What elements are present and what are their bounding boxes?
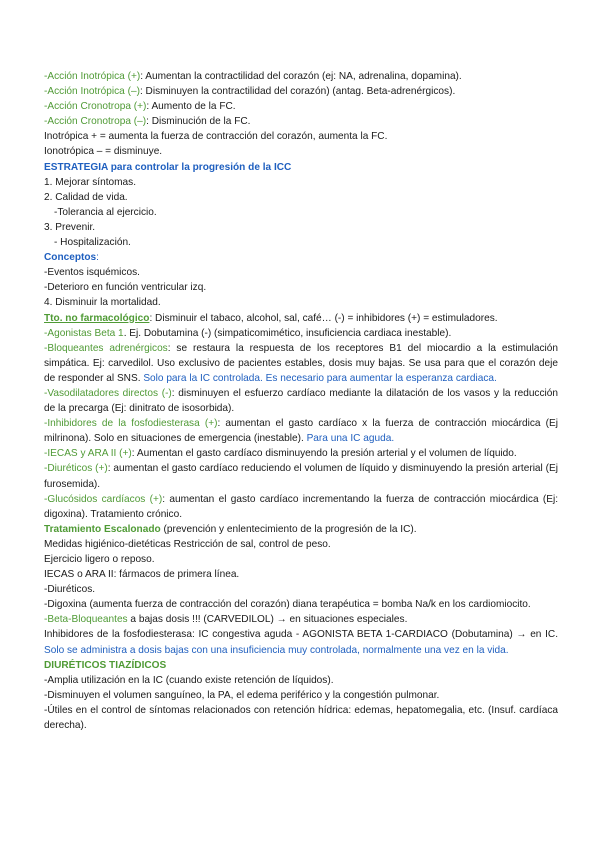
vasodilators-paragraph: -Vasodilatadores directos (-): disminuyen el esfuerzo cardíaco mediante la dilatación de los vasos y la reducción de la precarga (Ej: dinitrato de isosorbida).: [44, 387, 558, 415]
stepped-treatment-line: Tratamiento Escalonado (prevención y enlentecimiento de la progresión de la IC).: [44, 523, 417, 535]
strategy-heading: ESTRATEGIA para controlar la progresión de la ICC: [44, 161, 292, 173]
glycosides-paragraph: -Glucósidos cardíacos (+): aumentan el gasto cardíaco incrementando la fuerza de contracción miocárdica (Ej: digoxina). Tratamiento crónico.: [44, 493, 559, 520]
inotropic-definition: Inotrópica + = aumenta la fuerza de contracción del corazón, aumenta la FC.: [44, 131, 388, 143]
concepts-heading: Conceptos:: [44, 252, 99, 264]
list-item: Ejercicio ligero o reposo.: [44, 554, 155, 565]
pde-inhibitors-paragraph: Inhibidores de la fosfodiesterasa: IC congestiva aguda - AGONISTA BETA 1-CARDIACO (Dobutamina) → en IC. Solo se administra a dosis bajas con una insuficiencia muy controlada, normalmente una vez en la vida.: [44, 629, 558, 656]
diuretics-paragraph: -Diuréticos (+): aumentan el gasto cardíaco reduciendo el volumen de líquido y disminuyendo la presión arterial (Ej furosemida).: [44, 463, 558, 490]
phosphodiesterase-paragraph: -Inhibidores de la fosfodiesterasa (+): aumentan el gasto cardíaco x la fuerza de contracción miocárdica (Ej milrinona). Solo en situaciones de emergencia (inestable). Para una IC aguda.: [44, 418, 558, 445]
list-item: 1. Mejorar síntomas.: [44, 176, 136, 188]
chronotropic-negative-line: -Acción Cronotropa (–): Disminución de la FC.: [44, 116, 251, 128]
chronotropic-positive-line: -Acción Cronotropa (+): Aumento de la FC.: [44, 101, 236, 113]
thiazide-heading: DIURÉTICOS TIAZÍDICOS: [44, 659, 167, 671]
list-item: -Deterioro en función ventricular izq.: [44, 282, 207, 294]
list-item: 4. Disminuir la mortalidad.: [44, 297, 161, 309]
ionotropic-definition: Ionotrópica – = disminuye.: [44, 146, 163, 158]
non-pharmacological-line: Tto. no farmacológico: Disminuir el tabaco, alcohol, sal, café… (-) = inhibidores (+) = estimuladores.: [44, 312, 498, 324]
digoxin-paragraph: -Digoxina (aumenta fuerza de contracción del corazón) diana terapéutica = bomba Na/k en los cardiomiocito.: [44, 599, 531, 611]
inotropic-positive-line: -Acción Inotrópica (+): Aumentan la contractilidad del corazón (ej: NA, adrenalina, dopamina).: [44, 71, 462, 82]
list-item: 2. Calidad de vida.: [44, 191, 128, 203]
list-item: -Diuréticos.: [44, 584, 96, 596]
list-item: IECAS o ARA II: fármacos de primera línea.: [44, 569, 240, 581]
adrenergic-blockers-paragraph: -Bloqueantes adrenérgicos: se restaura la respuesta de los receptores B1 del miocardio a la estimulación simpática. Ej: carvedilol. Uso exclusivo de pacientes estables, dosis muy bajas. Se usa para que el corazón deje de responder al SNS. Solo para la IC controlada. Es necesario para aumentar la esperanza cardiaca.: [44, 342, 558, 384]
list-subitem: -Tolerancia al ejercicio.: [54, 206, 157, 218]
list-subitem: - Hospitalización.: [54, 237, 131, 249]
list-item: -Eventos isquémicos.: [44, 267, 140, 279]
ieca-ara-paragraph: -IECAS y ARA II (+): Aumentan el gasto cardíaco disminuyendo la presión arterial y el volumen de líquido.: [44, 448, 517, 460]
list-item: -Útiles en el control de síntomas relacionados con retención hídrica: edemas, hepatomegalia, etc. (Insuf. cardíaca derecha).: [44, 704, 558, 732]
beta-blockers-line: -Beta-Bloqueantes a bajas dosis !!! (CARVEDILOL) → en situaciones especiales.: [44, 614, 408, 626]
beta1-agonists-line: -Agonistas Beta 1. Ej. Dobutamina (-) (simpaticomimético, insuficiencia cardiaca inestable).: [44, 327, 452, 339]
document-page: [44, 69, 558, 733]
list-item: -Disminuyen el volumen sanguíneo, la PA, el edema periférico y la congestión pulmonar.: [44, 689, 440, 701]
list-item: 3. Prevenir.: [44, 221, 96, 233]
inotropic-negative-line: -Acción Inotrópica (–): Disminuyen la contractilidad del corazón) (antag. Beta-adrenérgicos).: [44, 86, 456, 98]
list-item: -Amplia utilización en la IC (cuando existe retención de líquidos).: [44, 674, 334, 686]
list-item: Medidas higiénico-dietéticas Restricción de sal, control de peso.: [44, 538, 331, 550]
